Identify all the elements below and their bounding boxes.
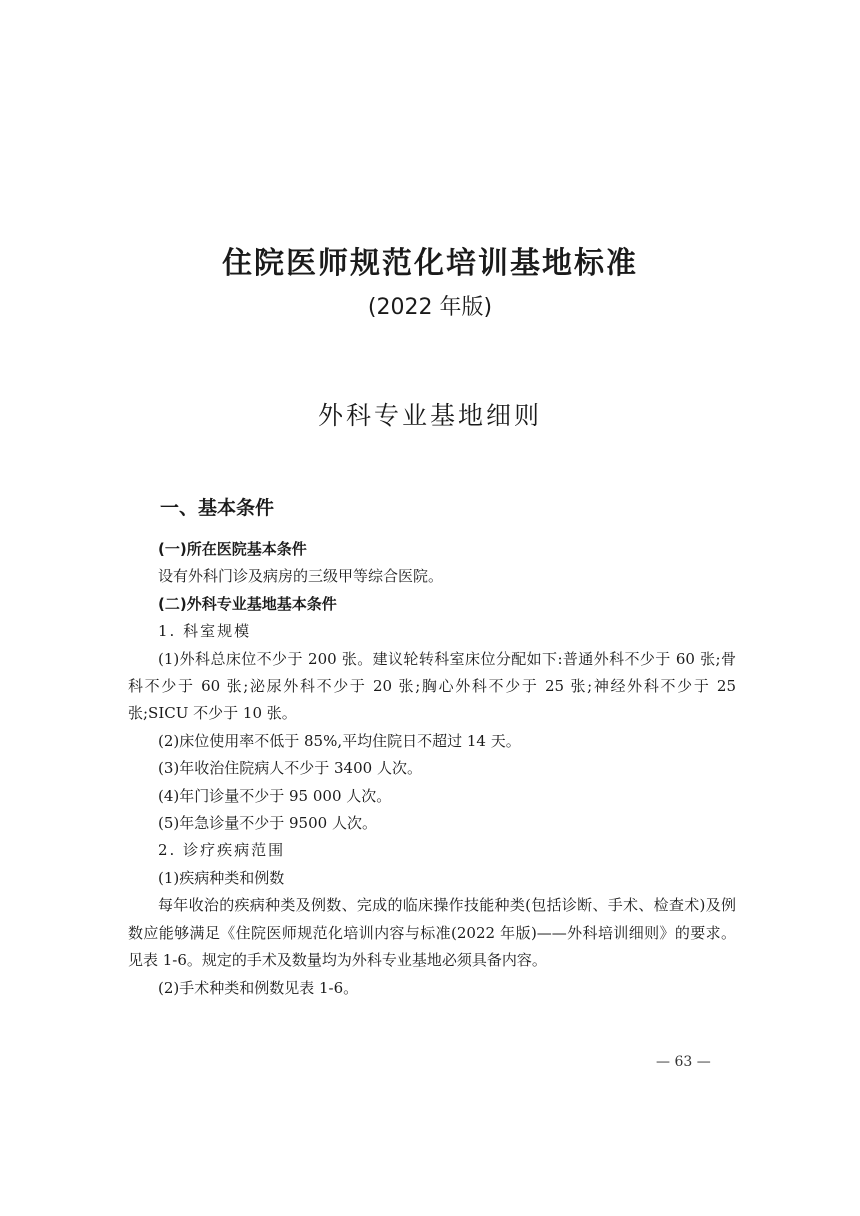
subheading-disease-scope: 2. 诊疗疾病范围 xyxy=(158,841,286,860)
document-title: 住院医师规范化培训基地标准 xyxy=(222,246,638,281)
page-number: — 63 — xyxy=(656,1054,711,1070)
paragraph: (2)床位使用率不低于 85%,平均住院日不超过 14 天。 xyxy=(158,731,521,750)
subheading-hospital-conditions: (一)所在医院基本条件 xyxy=(158,540,307,558)
body-text xyxy=(128,536,736,1002)
paragraph: (1)疾病种类和例数 xyxy=(158,868,285,887)
paragraph: (2)手术种类和例数见表 1-6。 xyxy=(158,978,359,997)
document-subtitle: (2022 年版) xyxy=(367,295,493,320)
subheading-department-scale: 1. 科室规模 xyxy=(158,622,252,641)
paragraph: 每年收治的疾病种类及例数、完成的临床操作技能种类(包括诊断、手术、检查术)及例数应能够满足《住院医师规范化培训内容与标准(2022 年版)——外科培训细则》的要求。见表 1-6。规定的手术及数量均为外科专业基地必须具备内容。 xyxy=(128,896,736,970)
heading-basic-conditions: 一、基本条件 xyxy=(160,497,275,519)
paragraph: (1)外科总床位不少于 200 张。建议轮转科室床位分配如下:普通外科不少于 60 张;骨科不少于 60 张;泌尿外科不少于 20 张;胸心外科不少于 25 张;神经外科不少于 25 张;SICU 不少于 10 张。 xyxy=(128,649,736,723)
subheading-base-conditions: (二)外科专业基地基本条件 xyxy=(158,594,337,613)
paragraph: 设有外科门诊及病房的三级甲等综合医院。 xyxy=(158,567,444,586)
section-title: 外科专业基地细则 xyxy=(317,401,542,430)
paragraph: (4)年门诊量不少于 95 000 人次。 xyxy=(158,786,392,805)
paragraph: (5)年急诊量不少于 9500 人次。 xyxy=(158,814,377,833)
paragraph: (3)年收治住院病人不少于 3400 人次。 xyxy=(158,759,422,778)
